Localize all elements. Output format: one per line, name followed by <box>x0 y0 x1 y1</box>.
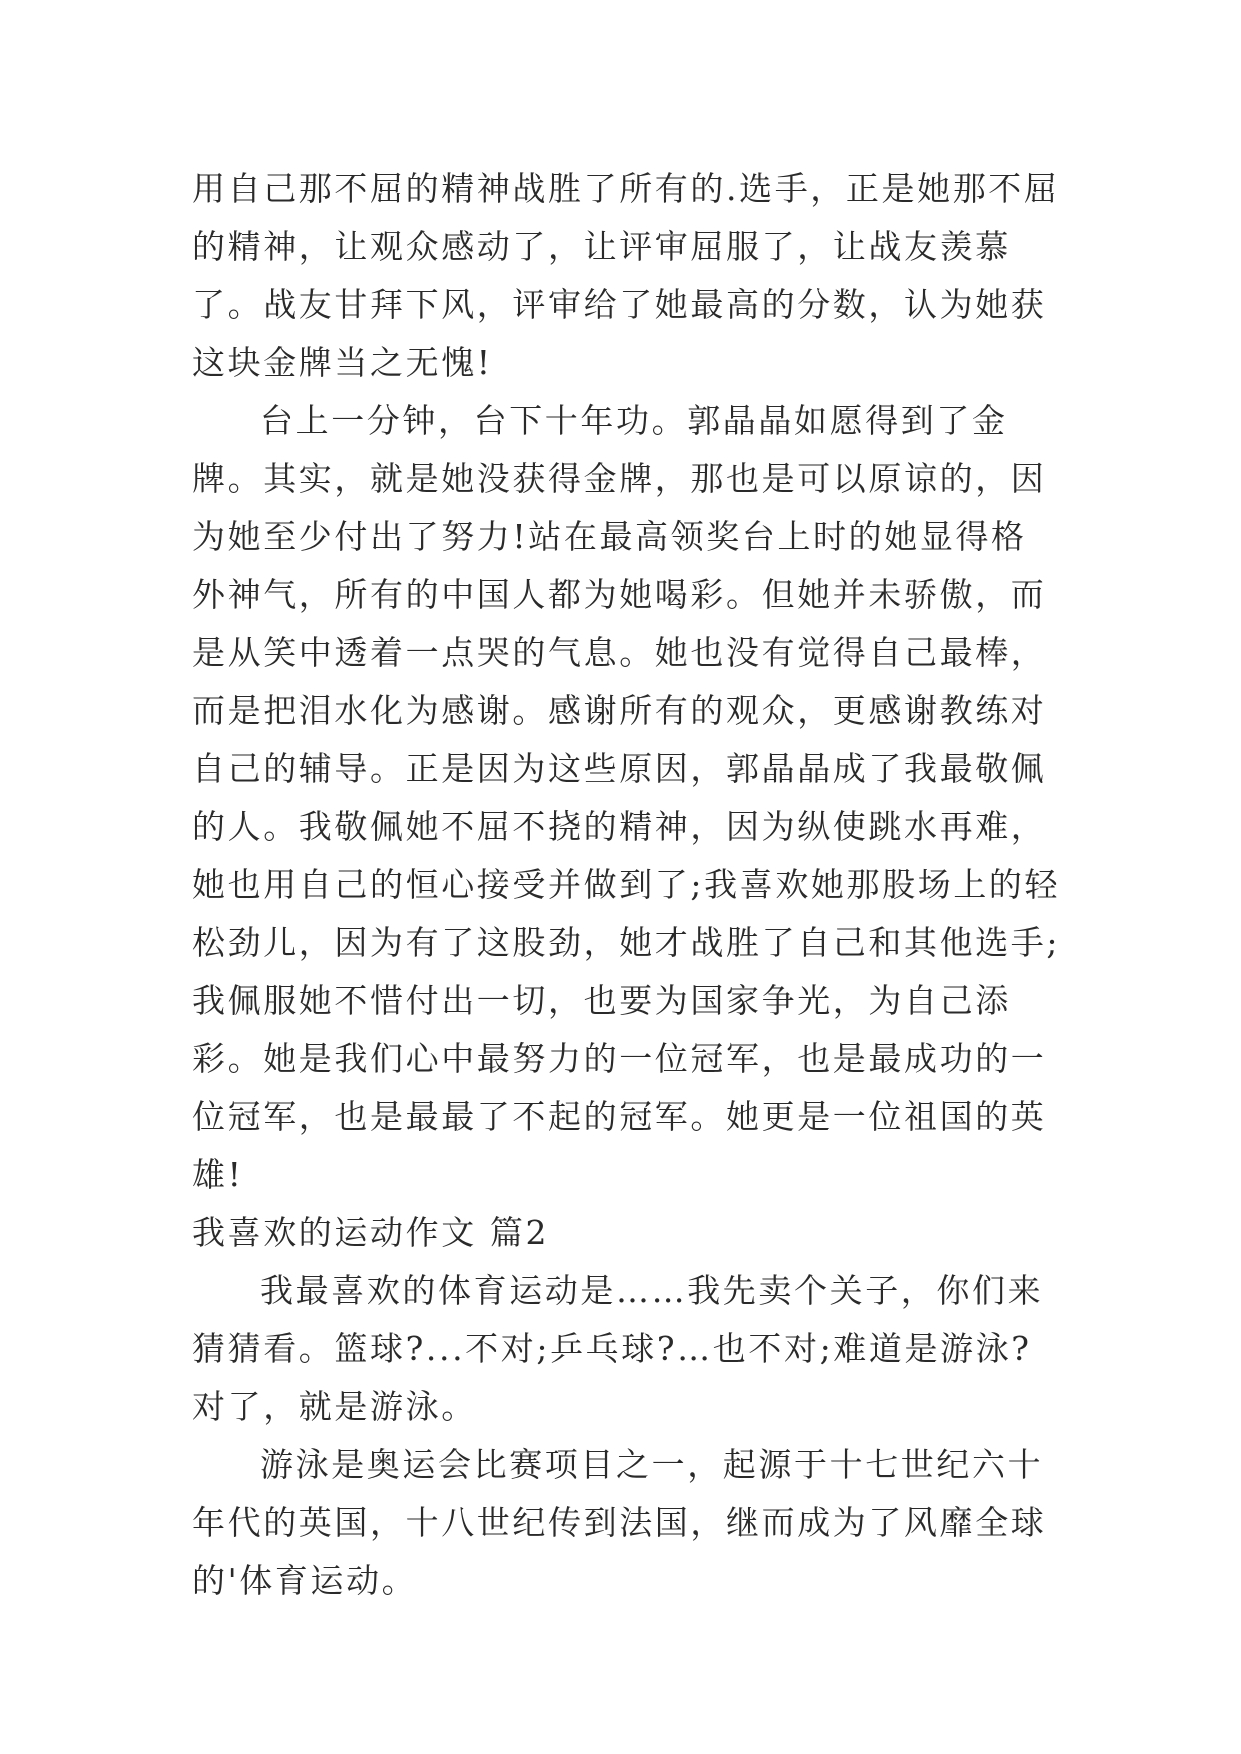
paragraph-3: 我最喜欢的体育运动是……我先卖个关子，你们来猜猜看。篮球?...不对;乒乓球?…也不对;难道是游泳?对了，就是游泳。 <box>192 1271 1044 1426</box>
document-body <box>192 160 1062 1610</box>
paragraph-2: 台上一分钟，台下十年功。郭晶晶如愿得到了金牌。其实，就是她没获得金牌，那也是可以原谅的，因为她至少付出了努力!站在最高领奖台上时的她显得格外神气，所有的中国人都为她喝彩。但她并未骄傲，而是从笑中透着一点哭的气息。她也没有觉得自己最棒，而是把泪水化为感谢。感谢所有的观众，更感谢教练对自己的辅导。正是因为这些原因，郭晶晶成了我最敬佩的人。我敬佩她不屈不挠的精神，因为纵使跳水再难，她也用自己的恒心接受并做到了;我喜欢她那股场上的轻松劲儿，因为有了这股劲，她才战胜了自己和其他选手;我佩服她不惜付出一切，也要为国家争光，为自己添彩。她是我们心中最努力的一位冠军，也是最成功的一位冠军，也是最最了不起的冠军。她更是一位祖国的英雄! <box>192 401 1061 1194</box>
section-heading: 我喜欢的运动作文 篇2 <box>192 1213 550 1252</box>
paragraph-4: 游泳是奥运会比赛项目之一，起源于十七世纪六十年代的英国，十八世纪传到法国，继而成为了风靡全球的'体育运动。 <box>192 1445 1047 1600</box>
paragraph-1: 用自己那不屈的精神战胜了所有的.选手，正是她那不屈的精神，让观众感动了，让评审屈服了，让战友羡慕了。战友甘拜下风，评审给了她最高的分数，认为她获这块金牌当之无愧! <box>192 169 1060 382</box>
